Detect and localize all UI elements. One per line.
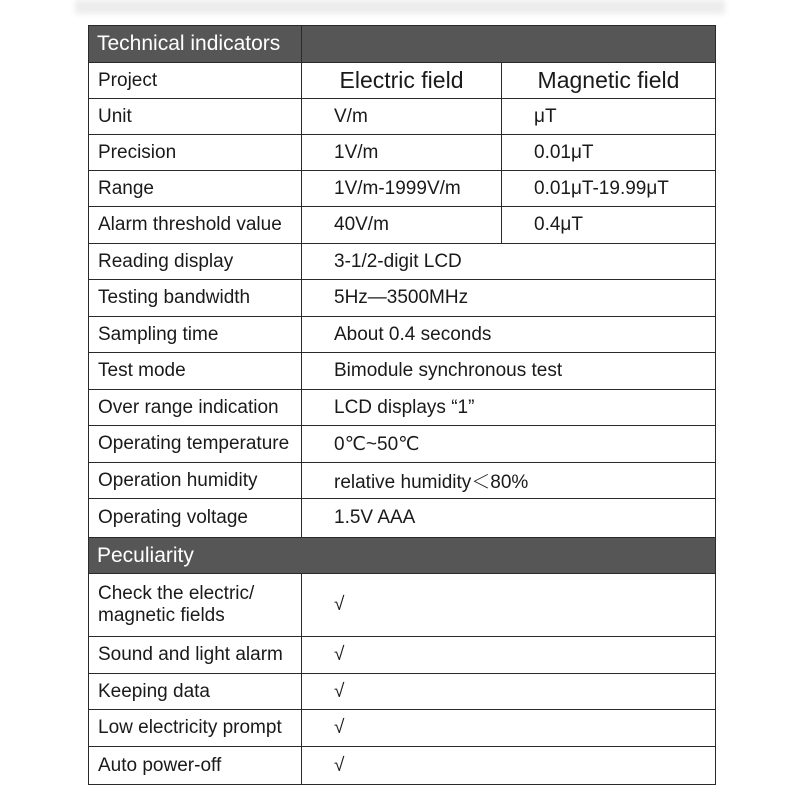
electric-value: 40V/m xyxy=(302,207,502,244)
row-value: 1.5V AAA xyxy=(302,499,716,538)
electric-value: V/m xyxy=(302,99,502,135)
project-label: Project xyxy=(89,63,302,99)
magnetic-field-header: Magnetic field xyxy=(502,63,716,99)
row-value: LCD displays “1” xyxy=(302,390,716,426)
check-mark: √ xyxy=(302,747,716,785)
row-label: Sampling time xyxy=(89,317,302,353)
section-header-peculiarity xyxy=(89,538,716,574)
table-row xyxy=(89,99,716,135)
row-value: 5Hz—3500MHz xyxy=(302,280,716,317)
section-title-peculiarity: Peculiarity xyxy=(89,538,716,574)
check-mark: √ xyxy=(302,710,716,747)
table-row xyxy=(89,171,716,207)
row-label: Operation humidity xyxy=(89,463,302,499)
table-row xyxy=(89,135,716,171)
feature-row xyxy=(89,747,716,785)
row-label: Reading display xyxy=(89,244,302,280)
feature-label: Keeping data xyxy=(89,674,302,710)
row-label: Precision xyxy=(89,135,302,171)
table-row xyxy=(89,207,716,244)
feature-row xyxy=(89,637,716,674)
table-row xyxy=(89,390,716,426)
section-header-technical xyxy=(89,26,716,63)
feature-label: Check the electric/ magnetic fields xyxy=(89,574,302,637)
electric-field-header: Electric field xyxy=(302,63,502,99)
row-label: Operating temperature xyxy=(89,426,302,463)
feature-label: Sound and light alarm xyxy=(89,637,302,674)
feature-row xyxy=(89,574,716,637)
row-label: Range xyxy=(89,171,302,207)
section-title-technical: Technical indicators xyxy=(89,26,302,63)
top-edge-shadow xyxy=(75,0,725,14)
magnetic-value: 0.4μT xyxy=(502,207,716,244)
check-mark: √ xyxy=(302,637,716,674)
column-header-row xyxy=(89,63,716,99)
electric-value: 1V/m-1999V/m xyxy=(302,171,502,207)
row-label: Test mode xyxy=(89,353,302,390)
feature-row xyxy=(89,710,716,747)
row-label: Alarm threshold value xyxy=(89,207,302,244)
row-value: 3-1/2-digit LCD xyxy=(302,244,716,280)
row-label: Testing bandwidth xyxy=(89,280,302,317)
feature-label: Auto power-off xyxy=(89,747,302,785)
row-value: About 0.4 seconds xyxy=(302,317,716,353)
feature-row xyxy=(89,674,716,710)
check-mark: √ xyxy=(302,674,716,710)
table-row xyxy=(89,317,716,353)
magnetic-value: μT xyxy=(502,99,716,135)
table-row xyxy=(89,426,716,463)
table-row xyxy=(89,244,716,280)
feature-label: Low electricity prompt xyxy=(89,710,302,747)
row-value: 0℃~50℃ xyxy=(302,426,716,463)
row-label: Over range indication xyxy=(89,390,302,426)
section-header-fill xyxy=(302,26,716,63)
spec-table xyxy=(88,25,716,785)
table-row xyxy=(89,280,716,317)
row-label: Unit xyxy=(89,99,302,135)
table-row xyxy=(89,463,716,499)
row-label: Operating voltage xyxy=(89,499,302,538)
row-value: Bimodule synchronous test xyxy=(302,353,716,390)
magnetic-value: 0.01μT-19.99μT xyxy=(502,171,716,207)
table-row xyxy=(89,353,716,390)
check-mark: √ xyxy=(302,574,716,637)
table-row xyxy=(89,499,716,538)
electric-value: 1V/m xyxy=(302,135,502,171)
row-value: relative humidity＜80% xyxy=(302,463,716,499)
magnetic-value: 0.01μT xyxy=(502,135,716,171)
